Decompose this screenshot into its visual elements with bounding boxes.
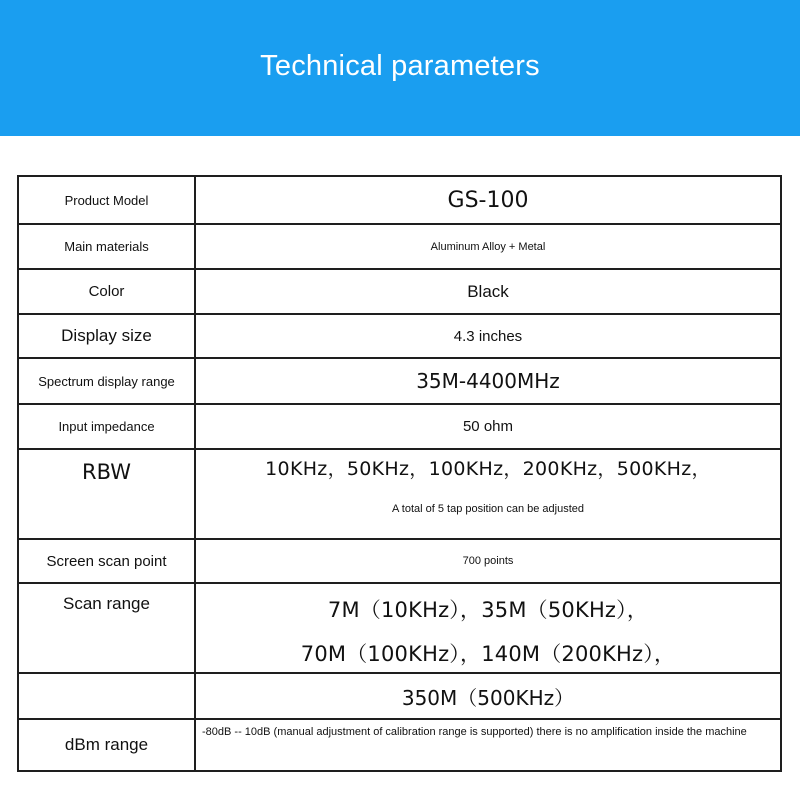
table-row (18, 583, 781, 673)
table-row (18, 449, 781, 539)
table-row (18, 719, 781, 771)
row-value-scan-point: 700 points (195, 539, 781, 583)
row-label-main-materials: Main materials (18, 224, 195, 269)
table-row (18, 269, 781, 314)
row-label-product-model: Product Model (18, 176, 195, 224)
row-value-spectrum-range: 35M-4400MHz (195, 358, 781, 404)
row-value-display-size: 4.3 inches (195, 314, 781, 358)
spec-table (17, 175, 782, 772)
row-value-input-impedance: 50 ohm (195, 404, 781, 449)
page-title: Technical parameters (260, 50, 540, 82)
scan-range-line-3: 350M（500KHz） (195, 673, 781, 719)
row-label-display-size: Display size (18, 314, 195, 358)
row-value-main-materials: Aluminum Alloy + Metal (195, 224, 781, 269)
row-value-scan-range-cell (195, 583, 781, 673)
row-label-scan-range-cell (18, 583, 195, 673)
row-label-empty (18, 673, 195, 719)
scan-range-line-1: 7M（10KHz），35M（50KHz）， (327, 598, 649, 622)
table-row (18, 176, 781, 224)
table-row (18, 673, 781, 719)
row-value-product-model: GS-100 (195, 176, 781, 224)
row-value-color: Black (195, 269, 781, 314)
table-row (18, 404, 781, 449)
row-label-rbw: RBW (81, 460, 131, 484)
row-label-input-impedance: Input impedance (18, 404, 195, 449)
row-note-rbw: A total of 5 tap position can be adjusted (391, 503, 585, 515)
row-value-dbm-range: -80dB -- 10dB (manual adjustment of calibration range is supported) there is no amplification inside the machine (202, 726, 747, 738)
row-value-rbw-cell (195, 449, 781, 539)
table-row (18, 224, 781, 269)
row-label-scan-point: Screen scan point (18, 539, 195, 583)
row-value-rbw: 10KHz，50KHz，100KHz，200KHz，500KHz， (265, 458, 711, 480)
row-value-dbm-cell (195, 719, 781, 771)
row-label-rbw-cell (18, 449, 195, 539)
table-row (18, 539, 781, 583)
table-row (18, 358, 781, 404)
table-row (18, 314, 781, 358)
row-label-dbm-range: dBm range (18, 719, 195, 771)
header-banner (0, 0, 800, 136)
row-label-scan-range: Scan range (63, 594, 150, 613)
row-label-color: Color (18, 269, 195, 314)
row-label-spectrum-range: Spectrum display range (18, 358, 195, 404)
scan-range-line-2: 70M（100KHz），140M（200KHz）， (300, 642, 676, 666)
